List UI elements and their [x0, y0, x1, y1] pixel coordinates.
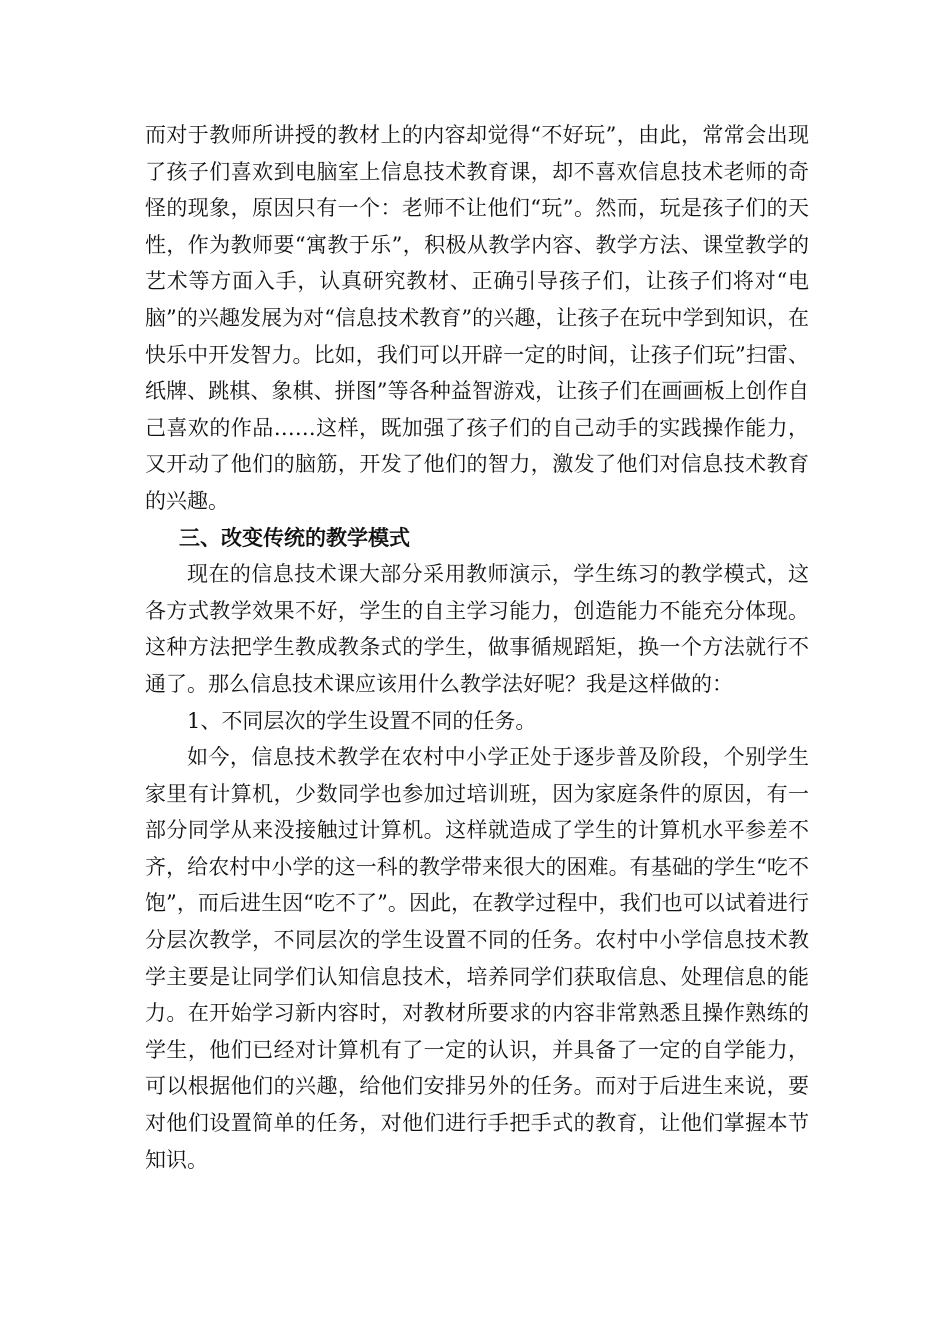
document-body: [145, 117, 809, 1178]
subheading-tasks: 1、不同层次的学生设置不同的任务。: [187, 708, 537, 733]
paragraph-tiered-teaching: 如今，信息技术教学在农村中小学正处于逐步普及阶段，个别学生家里有计算机，少数同学也参加过培训班，因为家庭条件的原因，有一部分同学从来没接触过计算机。这样就造成了学生的计算机水平参差不齐，给农村中小学的这一科的教学带来很大的困难。有基础的学生“吃不饱”，而后进生因“吃不了”。因此，在教学过程中，我们也可以试着进行分层次教学，不同层次的学生设置不同的任务。农村中小学信息技术教学主要是让同学们认知信息技术，培养同学们获取信息、处理信息的能力。在开始学习新内容时，对教材所要求的内容非常熟悉且操作熟练的学生，他们已经对计算机有了一定的认识，并具备了一定的自学能力，可以根据他们的兴趣，给他们安排另外的任务。而对于后进生来说，要对他们设置简单的任务，对他们进行手把手式的教育，让他们掌握本节知识。: [145, 745, 809, 1172]
section-heading: 三、改变传统的教学模式: [179, 524, 410, 550]
paragraph-teaching-mode: 现在的信息技术课大部分采用教师演示，学生练习的教学模式，这各方式教学效果不好，学生的自主学习能力，创造能力不能充分体现。这种方法把学生教成教条式的学生，做事循规蹈矩，换一个方法就行不通了。那么信息技术课应该用什么教学法好呢？我是这样做的：: [145, 562, 809, 696]
paragraph-continuation: 而对于教师所讲授的教材上的内容却觉得“不好玩”，由此，常常会出现了孩子们喜欢到电脑室上信息技术教育课，却不喜欢信息技术老师的奇怪的现象，原因只有一个：老师不让他们“玩”。然而，玩是孩子们的天性，作为教师要“寓教于乐”，积极从教学内容、教学方法、课堂教学的艺术等方面入手，认真研究教材、正确引导孩子们，让孩子们将对“电脑”的兴趣发展为对“信息技术教育”的兴趣，让孩子在玩中学到知识，在快乐中开发智力。比如，我们可以开辟一定的时间，让孩子们玩”扫雷、纸牌、跳棋、象棋、拼图”等各种益智游戏，让孩子们在画画板上创作自己喜欢的作品……这样，既加强了孩子们的自己动手的实践操作能力，又开动了他们的脑筋，开发了他们的智力，激发了他们对信息技术教育的兴趣。: [145, 123, 809, 513]
